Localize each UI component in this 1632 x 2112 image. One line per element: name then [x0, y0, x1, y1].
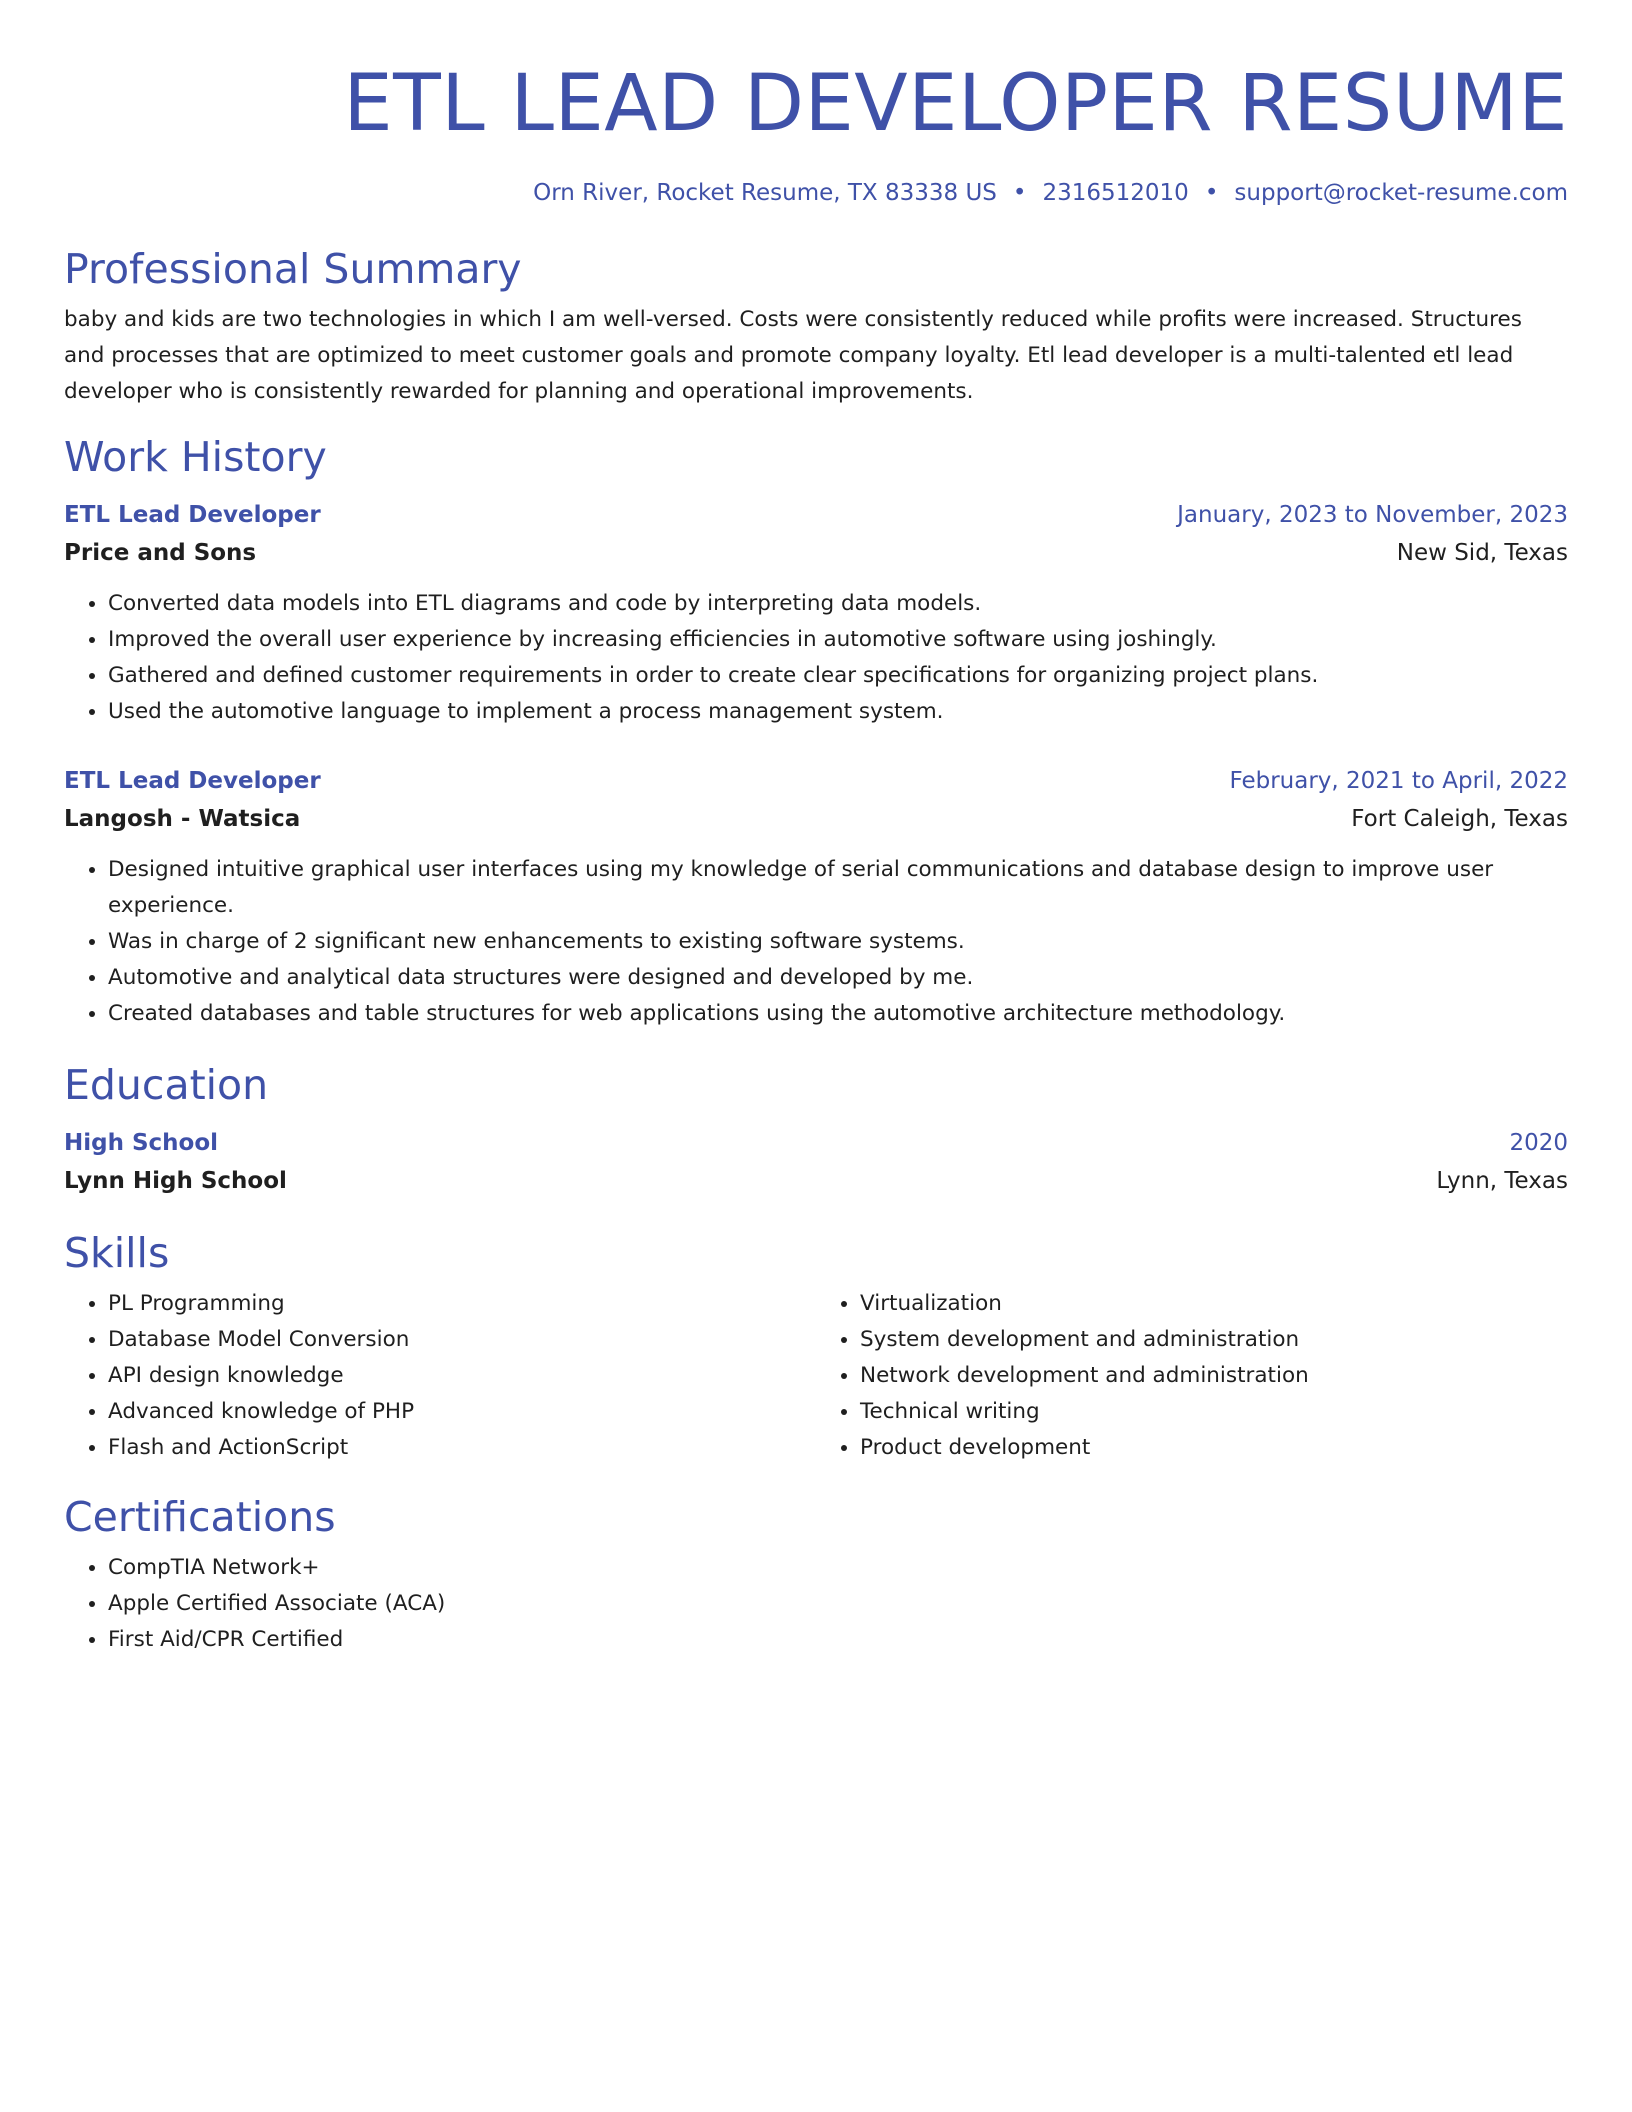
education-location: Lynn, Texas [1436, 1168, 1568, 1194]
work-history-section [64, 432, 1568, 1032]
job-bullet: • Automotive and analytical data structures were designed and developed by me. [108, 960, 1568, 996]
certifications-heading: Certifications [64, 1493, 336, 1541]
job-bullet: • Created databases and table structures for web applications using the automotive architecture methodology. [108, 996, 1568, 1032]
job-role: ETL Lead Developer [64, 768, 321, 794]
skill-item: • PL Programming [108, 1286, 816, 1322]
job-company: Langosh - Watsica [64, 806, 301, 832]
skills-list-right [816, 1286, 1568, 1466]
job-role: ETL Lead Developer [64, 502, 321, 528]
work-history-heading: Work History [64, 433, 327, 481]
job-bullet: • Was in charge of 2 significant new enhancements to existing software systems. [108, 924, 1568, 960]
skill-item: • API design knowledge [108, 1358, 816, 1394]
skills-heading: Skills [64, 1229, 170, 1277]
job-dates: February, 2021 to April, 2022 [1229, 768, 1568, 794]
job-bullet: • Used the automotive language to implement a process management system. [108, 694, 1568, 730]
skill-item: • Advanced knowledge of PHP [108, 1394, 816, 1430]
summary-heading: Professional Summary [64, 245, 522, 293]
contact-separator: • [1204, 180, 1219, 206]
certifications-list [64, 1550, 1568, 1658]
summary-section [64, 244, 1568, 410]
education-year: 2020 [1509, 1130, 1568, 1156]
certification-item: • CompTIA Network+ [108, 1550, 1568, 1586]
job-bullet: • Improved the overall user experience by increasing efficiencies in automotive software using joshingly. [108, 622, 1568, 658]
education-section [64, 1060, 1568, 1200]
skill-item: • System development and administration [860, 1322, 1568, 1358]
skills-list-left [64, 1286, 816, 1466]
job-bullet: • Gathered and defined customer requirements in order to create clear specifications for organizing project plans. [108, 658, 1568, 694]
contact-address: Orn River, Rocket Resume, TX 83338 US [533, 180, 997, 206]
certification-item: • Apple Certified Associate (ACA) [108, 1586, 1568, 1622]
contact-email: support@rocket-resume.com [1234, 180, 1568, 206]
job-location: Fort Caleigh, Texas [1351, 806, 1568, 832]
job-bullet: • Converted data models into ETL diagrams and code by interpreting data models. [108, 586, 1568, 622]
job-dates: January, 2023 to November, 2023 [1177, 502, 1568, 528]
education-school: Lynn High School [64, 1168, 287, 1194]
contact-phone: 2316512010 [1042, 180, 1189, 206]
contact-line [64, 178, 1568, 208]
education-degree: High School [64, 1130, 219, 1156]
job-location: New Sid, Texas [1396, 540, 1568, 566]
certification-item: • First Aid/CPR Certified [108, 1622, 1568, 1658]
contact-separator: • [1012, 180, 1027, 206]
job-company: Price and Sons [64, 540, 257, 566]
skills-section [64, 1228, 1568, 1466]
job-bullet: • Designed intuitive graphical user interfaces using my knowledge of serial communications and database design to improve user experience. [108, 852, 1568, 924]
education-heading: Education [64, 1061, 269, 1109]
skill-item: • Technical writing [860, 1394, 1568, 1430]
job-entry [64, 762, 1568, 1032]
skill-item: • Flash and ActionScript [108, 1430, 816, 1466]
summary-text: baby and kids are two technologies in which I am well-versed. Costs were consistently reduced while profits were increased. Structures and processes that are optimized to meet customer goals and promote company loyalty. Etl lead developer is a multi-talented etl lead developer who is consistently rewarded for planning and operational improvements. [64, 307, 1522, 404]
job-bullets [64, 586, 1568, 730]
job-bullets [64, 852, 1568, 1032]
skill-item: • Database Model Conversion [108, 1322, 816, 1358]
certifications-section [64, 1492, 1568, 1658]
skill-item: • Virtualization [860, 1286, 1568, 1322]
skill-item: • Product development [860, 1430, 1568, 1466]
skill-item: • Network development and administration [860, 1358, 1568, 1394]
job-entry [64, 496, 1568, 730]
skills-columns [64, 1278, 1568, 1466]
resume-title: ETL LEAD DEVELOPER RESUME [343, 59, 1568, 149]
